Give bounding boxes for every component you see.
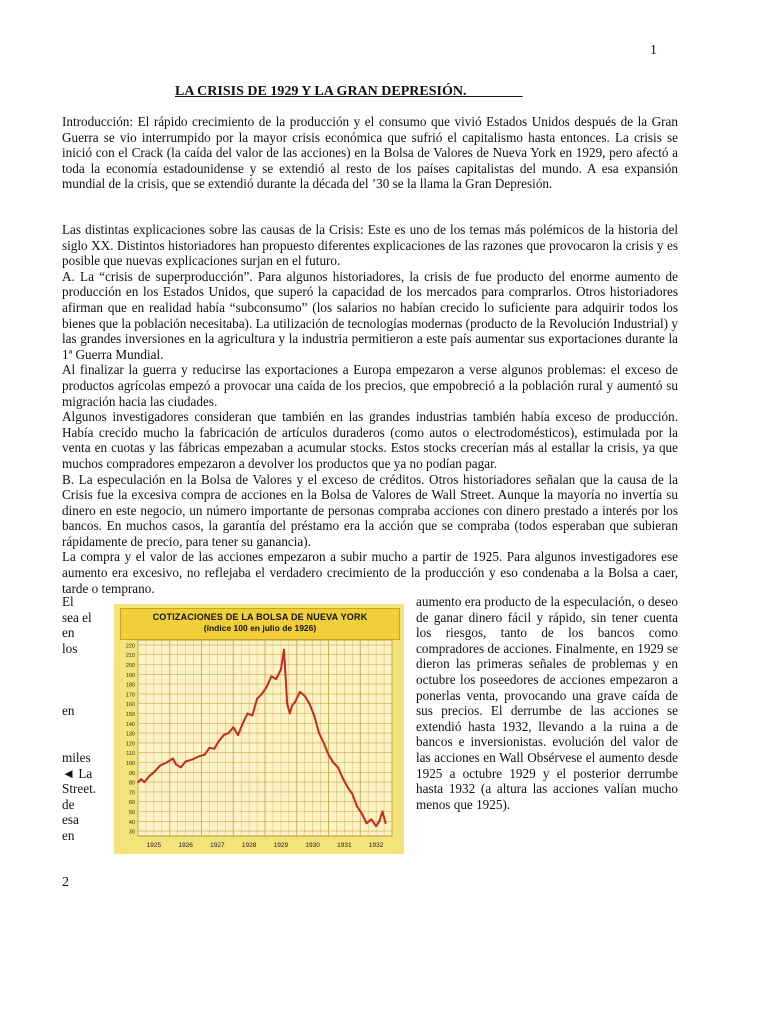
data-point — [185, 761, 187, 763]
left-column-fragments — [62, 594, 110, 844]
left-column-fragment: Street. — [62, 781, 97, 797]
data-point — [148, 775, 150, 777]
data-point — [385, 822, 387, 824]
chart-plot — [114, 604, 404, 854]
y-tick-label: 70 — [128, 790, 135, 797]
y-tick-label: 90 — [128, 770, 135, 777]
left-column-fragment: en — [62, 827, 75, 843]
data-point — [172, 758, 174, 760]
data-point — [209, 747, 211, 749]
data-point — [247, 713, 249, 715]
page-title: LA CRISIS DE 1929 Y LA GRAN DEPRESIÓN. — [175, 84, 523, 99]
x-tick-label: 1926 — [178, 842, 193, 849]
y-tick-label: 180 — [125, 682, 135, 689]
left-column-fragment — [62, 688, 110, 704]
x-tick-label: 1932 — [368, 842, 384, 849]
data-point — [283, 649, 285, 651]
data-point — [375, 825, 377, 827]
data-point — [153, 771, 155, 773]
x-tick-label: 1930 — [305, 842, 320, 849]
data-point — [166, 762, 168, 764]
data-point — [332, 762, 334, 764]
data-point — [204, 754, 206, 756]
data-point — [137, 781, 139, 783]
y-tick-label: 140 — [125, 721, 135, 728]
data-point — [270, 675, 272, 677]
data-point — [280, 669, 282, 671]
cause-a-paragraph-3: Algunos investigadores consideran que también en las grandes industrias también había exceso de producción. Había crecido mucho la fabricación de artículos duraderos (como autos o electrodomésticos), estimulada por la venta en cuotas y las fábricas empezaban a acumular stocks. Estos stocks crecerían más al estallar la crisis, ya que muchos compradores empezaron a devolver los productos que ya no podían pagar. — [62, 409, 678, 471]
y-tick-label: 110 — [126, 751, 135, 758]
data-point — [342, 777, 344, 779]
data-point — [242, 722, 244, 724]
data-point — [180, 767, 182, 769]
y-tick-label: 40 — [128, 819, 135, 826]
y-tick-label: 210 — [125, 653, 135, 660]
data-point — [143, 781, 145, 783]
left-column-fragment: miles — [62, 749, 91, 765]
y-tick-label: 30 — [128, 829, 135, 836]
data-point — [347, 786, 349, 788]
data-point — [256, 698, 258, 700]
stock-index-chart — [114, 604, 404, 854]
x-tick-label: 1929 — [273, 842, 289, 849]
left-column-fragment — [62, 672, 110, 688]
left-column-fragment: los — [62, 640, 78, 656]
data-point — [366, 822, 368, 824]
left-column-fragment: El — [62, 594, 74, 609]
y-tick-label: 220 — [125, 643, 135, 650]
y-tick-label: 130 — [125, 731, 135, 738]
right-column-text: aumento era producto de la especulación, o deseo de ganar dinero fácil y rápido, sin tener cuenta los riesgos, tanto de los bancos como compradores de acciones. Finalmente, en 1929 se dieron las primeras señales de problemas y en octubre los poseedores de acciones empezaron a ponerlas venta, provocando una grave caída de sus precios. El derrumbe de las acciones se extendió hasta 1932, llevando a la ruina a de bancos e inversionistas. evolución del valor de las acciones en Wall Obsérvese el aumento desde 1925 a octubre 1929 y el posterior derrumbe hasta 1932 (a altura las acciones valían mucho menos que 1925). — [416, 594, 678, 812]
data-point — [286, 703, 288, 705]
y-tick-label: 170 — [125, 692, 135, 699]
left-column-fragment: en — [62, 703, 75, 719]
data-point — [318, 732, 320, 734]
cause-b-paragraph-2: La compra y el valor de las acciones empezaron a subir mucho a partir de 1925. Para algunos investigadores ese aumento era excesivo, no reflejaba el verdadero crecimiento de la producción y eso condenaba a la Bolsa a caer, tarde o temprano. — [62, 549, 678, 596]
data-point — [356, 806, 358, 808]
data-point — [294, 701, 296, 703]
data-point — [237, 734, 239, 736]
data-point — [140, 778, 142, 780]
data-point — [223, 734, 225, 736]
left-column-fragment: ◄ La — [62, 765, 93, 781]
page-number-top: 1 — [650, 43, 657, 58]
data-point — [275, 678, 277, 680]
left-column-fragment — [62, 656, 110, 672]
x-tick-label: 1928 — [241, 842, 257, 849]
data-point — [309, 703, 311, 705]
data-point — [218, 740, 220, 742]
causes-intro-paragraph: Las distintas explicaciones sobre las causas de la Crisis: Este es uno de los temas más polémicos de la historia del siglo XX. Distintos historiadores han propuesto diferentes explicaciones de las razones que provocaron la crisis y es posible que nuevas explicaciones surjan en el futuro. — [62, 222, 678, 269]
page-number-bottom: 2 — [62, 875, 69, 890]
y-tick-label: 150 — [125, 712, 135, 718]
y-tick-label: 100 — [125, 761, 135, 767]
left-column-fragment: en — [62, 625, 75, 641]
data-point — [191, 759, 193, 761]
intro-paragraph: Introducción: El rápido crecimiento de la producción y el consumo que vivió Estados Unidos después de la Gran Guerra se vio interrumpido por la mayor crisis económica que sufrió el capitalismo hasta entonces. La crisis se inició con el Crack (la caída del valor de las acciones) en la Bolsa de Valores de Nueva York en 1929, pero afectó a toda la economía estadounidense y se extendió al resto de los países capitalistas del mundo. A esa expansión mundial de la crisis, que se extendió durante la década del ’30 se la llama la Gran Depresión. — [62, 114, 678, 192]
x-tick-label: 1927 — [210, 842, 225, 849]
data-point — [266, 686, 268, 688]
data-point — [175, 764, 177, 766]
x-tick-label: 1925 — [146, 842, 162, 849]
y-tick-label: 50 — [128, 810, 135, 816]
data-point — [299, 691, 301, 693]
cause-b-paragraph: B. La especulación en la Bolsa de Valores y el exceso de créditos. Otros historiadores señalan que la causa de la Crisis fue la excesiva compra de acciones en la Bolsa de Valores de Wall Street. Aunque la mayoría no invertía su dinero en este negocio, un número importante de personas compraba acciones con dinero prestado a interés por los bancos. En muchos casos, la garantía del préstamo era la acción que se compraba (todos esperaban que subieran rápidamente de precio, para tener su ganancia). — [62, 471, 678, 549]
x-tick-label: 1931 — [337, 842, 352, 849]
y-tick-label: 200 — [125, 663, 135, 669]
data-point — [361, 813, 363, 815]
chart-title: COTIZACIONES DE LA BOLSA DE NUEVA YORK — [152, 612, 368, 622]
data-point — [197, 756, 199, 758]
data-point — [291, 705, 293, 707]
data-point — [289, 713, 291, 715]
chart-subtitle: (índice 100 en julio de 1926) — [203, 623, 317, 633]
data-point — [228, 732, 230, 734]
data-point — [382, 811, 384, 813]
data-point — [261, 693, 263, 695]
data-point — [323, 742, 325, 744]
cause-a-paragraph-2: Al finalizar la guerra y reducirse las exportaciones a Europa empezaron a verse algunos problemas: el exceso de productos agrícolas empezó a provocar una caída de los precios, que empobreció a la población rural y aumentó su migración hacia las ciudades. — [62, 362, 678, 409]
left-column-fragment: de — [62, 796, 75, 812]
y-tick-label: 190 — [125, 672, 135, 679]
data-point — [213, 748, 215, 750]
data-point — [351, 793, 353, 795]
data-point — [232, 726, 234, 728]
y-tick-label: 80 — [128, 780, 135, 787]
data-point — [313, 715, 315, 717]
data-point — [159, 765, 161, 767]
data-point — [378, 820, 380, 822]
data-point — [251, 715, 253, 717]
y-tick-label: 60 — [128, 800, 135, 807]
data-point — [328, 754, 330, 756]
left-column-fragment: esa — [62, 812, 79, 828]
left-column-fragment — [62, 734, 110, 750]
y-tick-label: 160 — [125, 702, 135, 709]
left-column-fragment — [62, 719, 110, 735]
data-point — [304, 695, 306, 697]
causes-section — [62, 222, 678, 596]
y-tick-label: 120 — [125, 741, 135, 748]
cause-a-paragraph: A. La “crisis de superproducción”. Para algunos historiadores, la crisis de fue producto del enorme aumento de producción en los Estados Unidos, que superó la capacidad de los mercados para comprarlos. Otros historiadores afirman que en realidad había “subconsumo” (los salarios no habían crecido lo suficiente para adquirir todos los bienes que la población necesitaba). La utilización de tecnologías modernas (producto de la Revolución Industrial) y las grandes inversiones en la agricultura y la industria permitieron a este país aumentar sus exportaciones durante la 1ª Guerra Mundial. — [62, 268, 678, 362]
data-point — [370, 818, 372, 820]
left-column-fragment: sea el — [62, 609, 92, 625]
data-point — [337, 767, 339, 769]
